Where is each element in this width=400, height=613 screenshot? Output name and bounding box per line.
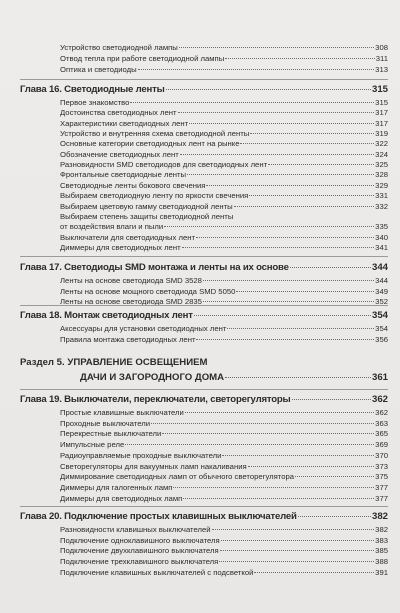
toc-entry-title: Оптика и светодиоды bbox=[60, 65, 137, 74]
toc-entry-title: Обозначение светодиодных лент bbox=[60, 149, 179, 159]
dot-leader bbox=[206, 185, 374, 186]
toc-entry bbox=[60, 119, 388, 129]
dot-leader bbox=[268, 164, 374, 165]
section-title-line1: Раздел 5. УПРАВЛЕНИЕ ОСВЕЩЕНИЕМ bbox=[20, 357, 208, 368]
toc-entry-page: 356 bbox=[375, 334, 388, 344]
toc-entry bbox=[60, 472, 388, 482]
dot-leader bbox=[182, 247, 375, 248]
toc-entry-page: 341 bbox=[375, 242, 388, 252]
dot-leader bbox=[183, 498, 374, 499]
toc-entry-page: 324 bbox=[375, 149, 388, 159]
dot-leader bbox=[179, 47, 374, 48]
dot-leader bbox=[185, 412, 374, 413]
toc-entry-title: Характеристики светодиодных лент bbox=[60, 118, 189, 128]
dot-leader bbox=[212, 529, 375, 530]
toc-entry-page: 391 bbox=[375, 567, 388, 577]
toc-entry-title: Простые клавишные выключатели bbox=[60, 408, 184, 417]
toc-entry-page: 319 bbox=[375, 129, 388, 139]
chapter-title: Глава 17. Светодиоды SMD монтажа и ленты на их основе bbox=[20, 262, 289, 273]
toc-entry bbox=[60, 98, 388, 108]
dot-leader bbox=[187, 174, 374, 175]
toc-entry bbox=[60, 440, 388, 450]
dot-leader bbox=[222, 455, 374, 456]
toc-entry-title: Разновидности клавишных выключателей bbox=[60, 525, 211, 534]
toc-entry-title: Светорегуляторы для вакуумных ламп накаливания bbox=[60, 461, 247, 471]
dot-leader bbox=[290, 267, 371, 268]
dot-leader bbox=[240, 143, 374, 144]
toc-entry-page: 362 bbox=[375, 408, 388, 417]
toc-entry-title: Выбираем светодиодную ленту по яркости свечения bbox=[60, 191, 249, 201]
toc-entry bbox=[60, 568, 388, 578]
dot-leader bbox=[295, 476, 374, 477]
toc-entry-page: 363 bbox=[375, 418, 388, 428]
toc-entry bbox=[60, 43, 388, 53]
toc-entry-page: 335 bbox=[375, 222, 388, 232]
toc-entry bbox=[60, 160, 388, 170]
section-page: 361 bbox=[371, 372, 388, 383]
toc-entry-title: Устройство светодиодной лампы bbox=[60, 43, 178, 52]
toc-entry-title: Светодиодные ленты бокового свечения bbox=[60, 180, 206, 190]
toc-entry-page: 322 bbox=[375, 139, 388, 149]
toc-entry-page: 331 bbox=[375, 191, 388, 201]
toc-entry-title: Ленты на основе светодиода SMD 3528 bbox=[60, 276, 202, 285]
toc-entry-page: 311 bbox=[375, 54, 388, 63]
chapter-separator bbox=[20, 506, 388, 507]
chapter-title: Глава 16. Светодиодные ленты bbox=[20, 84, 165, 95]
dot-leader bbox=[220, 550, 375, 551]
toc-entry-title: Основные категории светодиодных лент на рынке bbox=[60, 139, 240, 149]
toc-entry bbox=[60, 108, 388, 118]
toc-entry-title: Фронтальные светодиодные ленты bbox=[60, 170, 187, 180]
chapter-separator bbox=[20, 79, 388, 80]
toc-entry-title: Разновидности SMD светодиодов для светодиодных лент bbox=[60, 160, 268, 170]
toc-entry-page: 315 bbox=[375, 98, 388, 107]
dot-leader bbox=[164, 226, 374, 227]
dot-leader bbox=[189, 123, 374, 124]
toc-entry-title: Подключение трехклавишного выключателя bbox=[60, 557, 219, 567]
toc-entry bbox=[60, 536, 388, 546]
toc-entry-title: Устройство и внутренняя схема светодиодной ленты bbox=[60, 129, 250, 139]
section-title-line2: ДАЧИ И ЗАГОРОДНОГО ДОМА bbox=[80, 372, 225, 383]
toc-entry-page: 375 bbox=[375, 472, 388, 482]
toc-entry-title: Диммирование светодиодных ламп от обычного светорегулятора bbox=[60, 472, 295, 482]
chapter-page: 315 bbox=[371, 84, 388, 95]
toc-entry-page: 373 bbox=[375, 461, 388, 471]
toc-entry bbox=[60, 287, 388, 297]
toc-entry-title: Импульсные реле bbox=[60, 440, 125, 450]
chapter-separator bbox=[20, 305, 388, 306]
toc-entry bbox=[60, 419, 388, 429]
dot-leader bbox=[166, 89, 371, 90]
toc-entry bbox=[60, 462, 388, 472]
toc-entry-title: Диммеры для галогенных ламп bbox=[60, 482, 173, 492]
dot-leader bbox=[221, 540, 375, 541]
toc-entry-title: Подключение одноклавишного выключателя bbox=[60, 535, 220, 545]
dot-leader bbox=[225, 377, 371, 378]
dot-leader bbox=[227, 328, 374, 329]
toc-entry-title: Аксессуары для установки светодиодных лент bbox=[60, 324, 227, 333]
toc-entry-page: 328 bbox=[375, 170, 388, 180]
toc-entry-page: 329 bbox=[375, 180, 388, 190]
toc-entry bbox=[60, 243, 388, 253]
toc-entry-title: Выключатели для светодиодных лент bbox=[60, 232, 195, 242]
toc-entry bbox=[60, 483, 388, 493]
chapter-page: 344 bbox=[371, 262, 388, 273]
toc-entry bbox=[60, 494, 388, 504]
dot-leader bbox=[138, 69, 375, 70]
dot-leader bbox=[196, 237, 374, 238]
chapter-heading bbox=[20, 510, 388, 523]
toc-entry-page: 365 bbox=[375, 429, 388, 439]
toc-entry-page: 340 bbox=[375, 232, 388, 242]
dot-leader bbox=[130, 102, 374, 103]
chapter-page: 382 bbox=[371, 511, 388, 522]
toc-entry-page: 385 bbox=[375, 546, 388, 556]
toc-entry-page: 370 bbox=[375, 450, 388, 460]
toc-entry bbox=[60, 408, 388, 418]
toc-entry-page: 317 bbox=[375, 108, 388, 118]
dot-leader bbox=[203, 301, 374, 302]
toc-entry-title: Достоинства светодиодных лент bbox=[60, 108, 177, 118]
toc-entry-page: 308 bbox=[375, 43, 388, 52]
toc-entry-title: Правила монтажа светодиодных лент bbox=[60, 334, 196, 344]
toc-entry bbox=[60, 546, 388, 556]
toc-entry bbox=[60, 429, 388, 439]
section-heading bbox=[20, 356, 388, 384]
toc-entry-page: 325 bbox=[375, 160, 388, 170]
toc-entry bbox=[60, 451, 388, 461]
toc-entry bbox=[60, 212, 388, 222]
toc-entry bbox=[60, 170, 388, 180]
toc-entry-page: 313 bbox=[375, 65, 388, 74]
toc-entry-page: 349 bbox=[375, 286, 388, 296]
toc-entry bbox=[60, 191, 388, 201]
toc-entry bbox=[60, 335, 388, 345]
dot-leader bbox=[180, 154, 374, 155]
toc-entry bbox=[60, 202, 388, 212]
chapter-page: 362 bbox=[371, 394, 388, 405]
chapter-title: Глава 20. Подключение простых клавишных выключателей bbox=[20, 511, 297, 522]
toc-entry-title: Перекрестные выключатели bbox=[60, 429, 162, 439]
toc-entry-title: Диммеры для светодиодных лент bbox=[60, 242, 181, 252]
chapter-heading bbox=[20, 83, 388, 96]
dot-leader bbox=[292, 399, 371, 400]
chapter-title: Глава 18. Монтаж светодиодных лент bbox=[20, 310, 193, 321]
toc-entry bbox=[60, 276, 388, 286]
toc-entry bbox=[60, 54, 388, 64]
toc-entry bbox=[60, 297, 388, 307]
toc-entry-page: 354 bbox=[375, 324, 388, 333]
dot-leader bbox=[219, 561, 374, 562]
chapter-heading bbox=[20, 261, 388, 274]
toc-entry-page: 332 bbox=[375, 201, 388, 211]
toc-entry-title: Диммеры для светодиодных ламп bbox=[60, 493, 183, 503]
toc-entry-page: 369 bbox=[375, 440, 388, 450]
chapter-separator bbox=[20, 389, 388, 390]
toc-entry bbox=[60, 129, 388, 139]
dot-leader bbox=[173, 487, 374, 488]
toc-entry-title: Отвод тепла при работе светодиодной лампы bbox=[60, 54, 225, 63]
dot-leader bbox=[248, 466, 375, 467]
toc-entry-title: Выбираем степень защиты светодиодной ленты bbox=[60, 211, 234, 221]
toc-entry-title: Радиоуправляемые проходные выключатели bbox=[60, 450, 222, 460]
chapter-page: 354 bbox=[371, 310, 388, 321]
dot-leader bbox=[234, 206, 374, 207]
toc-entry-title: от воздействия влаги и пыли bbox=[60, 222, 164, 232]
toc-entry-page: 377 bbox=[375, 482, 388, 492]
dot-leader bbox=[236, 291, 374, 292]
dot-leader bbox=[298, 516, 371, 517]
toc-entry-page: 388 bbox=[375, 557, 388, 567]
dot-leader bbox=[196, 339, 374, 340]
dot-leader bbox=[125, 444, 374, 445]
toc-entry bbox=[60, 65, 388, 75]
toc-entry bbox=[60, 324, 388, 334]
toc-entry-page: 344 bbox=[375, 276, 388, 285]
toc-entry-title: Подключение клавишных выключателей с подсветкой bbox=[60, 567, 254, 577]
toc-entry-title: Выбираем цветовую гамму светодиодной ленты bbox=[60, 201, 233, 211]
dot-leader bbox=[203, 280, 374, 281]
toc-entry bbox=[60, 525, 388, 535]
toc-entry bbox=[60, 181, 388, 191]
toc-entry-title: Ленты на основе мощного светодиода SMD 5050 bbox=[60, 286, 236, 296]
dot-leader bbox=[162, 433, 374, 434]
toc-entry-title: Проходные выключатели bbox=[60, 418, 151, 428]
toc-entry-page: 352 bbox=[375, 297, 388, 307]
toc-entry-title: Ленты на основе светодиода SMD 2835 bbox=[60, 297, 202, 307]
dot-leader bbox=[194, 315, 371, 316]
toc-entry bbox=[60, 222, 388, 232]
chapter-title: Глава 19. Выключатели, переключатели, светорегуляторы bbox=[20, 394, 291, 405]
toc-entry bbox=[60, 557, 388, 567]
dot-leader bbox=[250, 133, 374, 134]
dot-leader bbox=[225, 58, 375, 59]
toc-entry bbox=[60, 233, 388, 243]
toc-entry bbox=[60, 139, 388, 149]
toc-entry-title: Подключение двухклавишного выключателя bbox=[60, 546, 219, 556]
dot-leader bbox=[178, 112, 375, 113]
toc-entry-page: 317 bbox=[375, 118, 388, 128]
toc-entry-page: 377 bbox=[375, 493, 388, 503]
toc-entry-title: Первое знакомство bbox=[60, 98, 130, 107]
dot-leader bbox=[249, 195, 374, 196]
dot-leader bbox=[151, 423, 374, 424]
chapter-heading bbox=[20, 393, 388, 406]
chapter-heading bbox=[20, 309, 388, 322]
toc-entry bbox=[60, 150, 388, 160]
dot-leader bbox=[254, 572, 374, 573]
chapter-separator bbox=[20, 256, 388, 257]
toc-entry-page: 383 bbox=[375, 535, 388, 545]
toc-entry-page: 382 bbox=[375, 525, 388, 534]
